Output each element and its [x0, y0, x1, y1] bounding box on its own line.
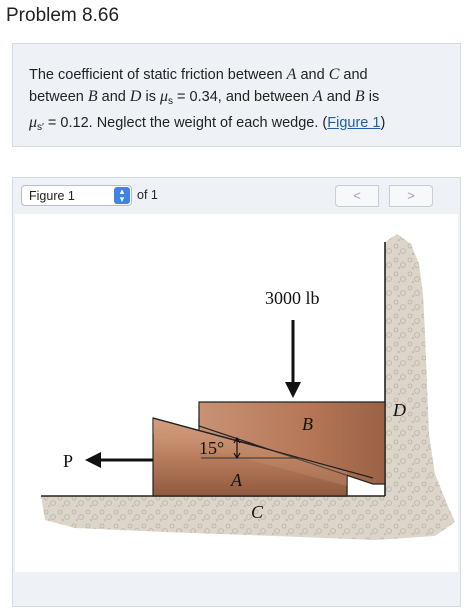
mu-symbol: μ — [159, 88, 169, 105]
problem-statement — [29, 64, 449, 138]
chevron-up-down-icon: ▴ ▾ — [114, 187, 130, 204]
label-b: B — [302, 414, 313, 434]
force-p-label: P — [63, 451, 74, 471]
load-label: 3000 lb — [265, 288, 320, 308]
previous-figure-button[interactable]: < — [335, 185, 379, 207]
figure-select-value: Figure 1 — [29, 189, 75, 203]
var-d: D — [129, 88, 142, 105]
mu-symbol: μ — [29, 114, 38, 131]
var-a: A — [286, 66, 297, 83]
text-fragment: is — [364, 89, 380, 105]
text-fragment: and — [339, 67, 368, 83]
text-fragment: and — [97, 89, 130, 105]
wedge-diagram — [15, 214, 458, 572]
figure-select[interactable] — [21, 185, 132, 206]
mu-subscript: s′ — [37, 122, 44, 133]
text-fragment: = 0.12. Neglect the weight of each wedge. ( — [43, 115, 328, 131]
label-d: D — [393, 400, 406, 420]
var-b: B — [354, 88, 365, 105]
figure-image — [15, 214, 458, 572]
text-fragment: and — [296, 67, 329, 83]
angle-label: 15° — [199, 438, 225, 458]
figure-count: of 1 — [137, 188, 158, 202]
label-a: A — [231, 470, 242, 490]
problem-statement-card — [12, 43, 461, 147]
text-fragment: and — [322, 89, 355, 105]
var-c: C — [328, 66, 340, 83]
var-b: B — [87, 88, 98, 105]
text-fragment: The coefficient of static friction between — [29, 67, 287, 83]
text-fragment: between — [29, 89, 88, 105]
force-p-arrow — [85, 452, 153, 468]
mu-subscript: s — [168, 96, 174, 107]
next-figure-button[interactable]: > — [389, 185, 433, 207]
load-arrow — [285, 320, 301, 398]
label-c: C — [251, 502, 264, 522]
text-fragment: is — [141, 89, 160, 105]
figure-link[interactable]: Figure 1 — [327, 115, 381, 131]
figure-panel — [12, 177, 461, 607]
text-fragment: ) — [380, 115, 386, 131]
var-a: A — [312, 88, 323, 105]
text-fragment: = 0.34, and between — [173, 89, 313, 105]
problem-title: Problem 8.66 — [6, 5, 120, 26]
